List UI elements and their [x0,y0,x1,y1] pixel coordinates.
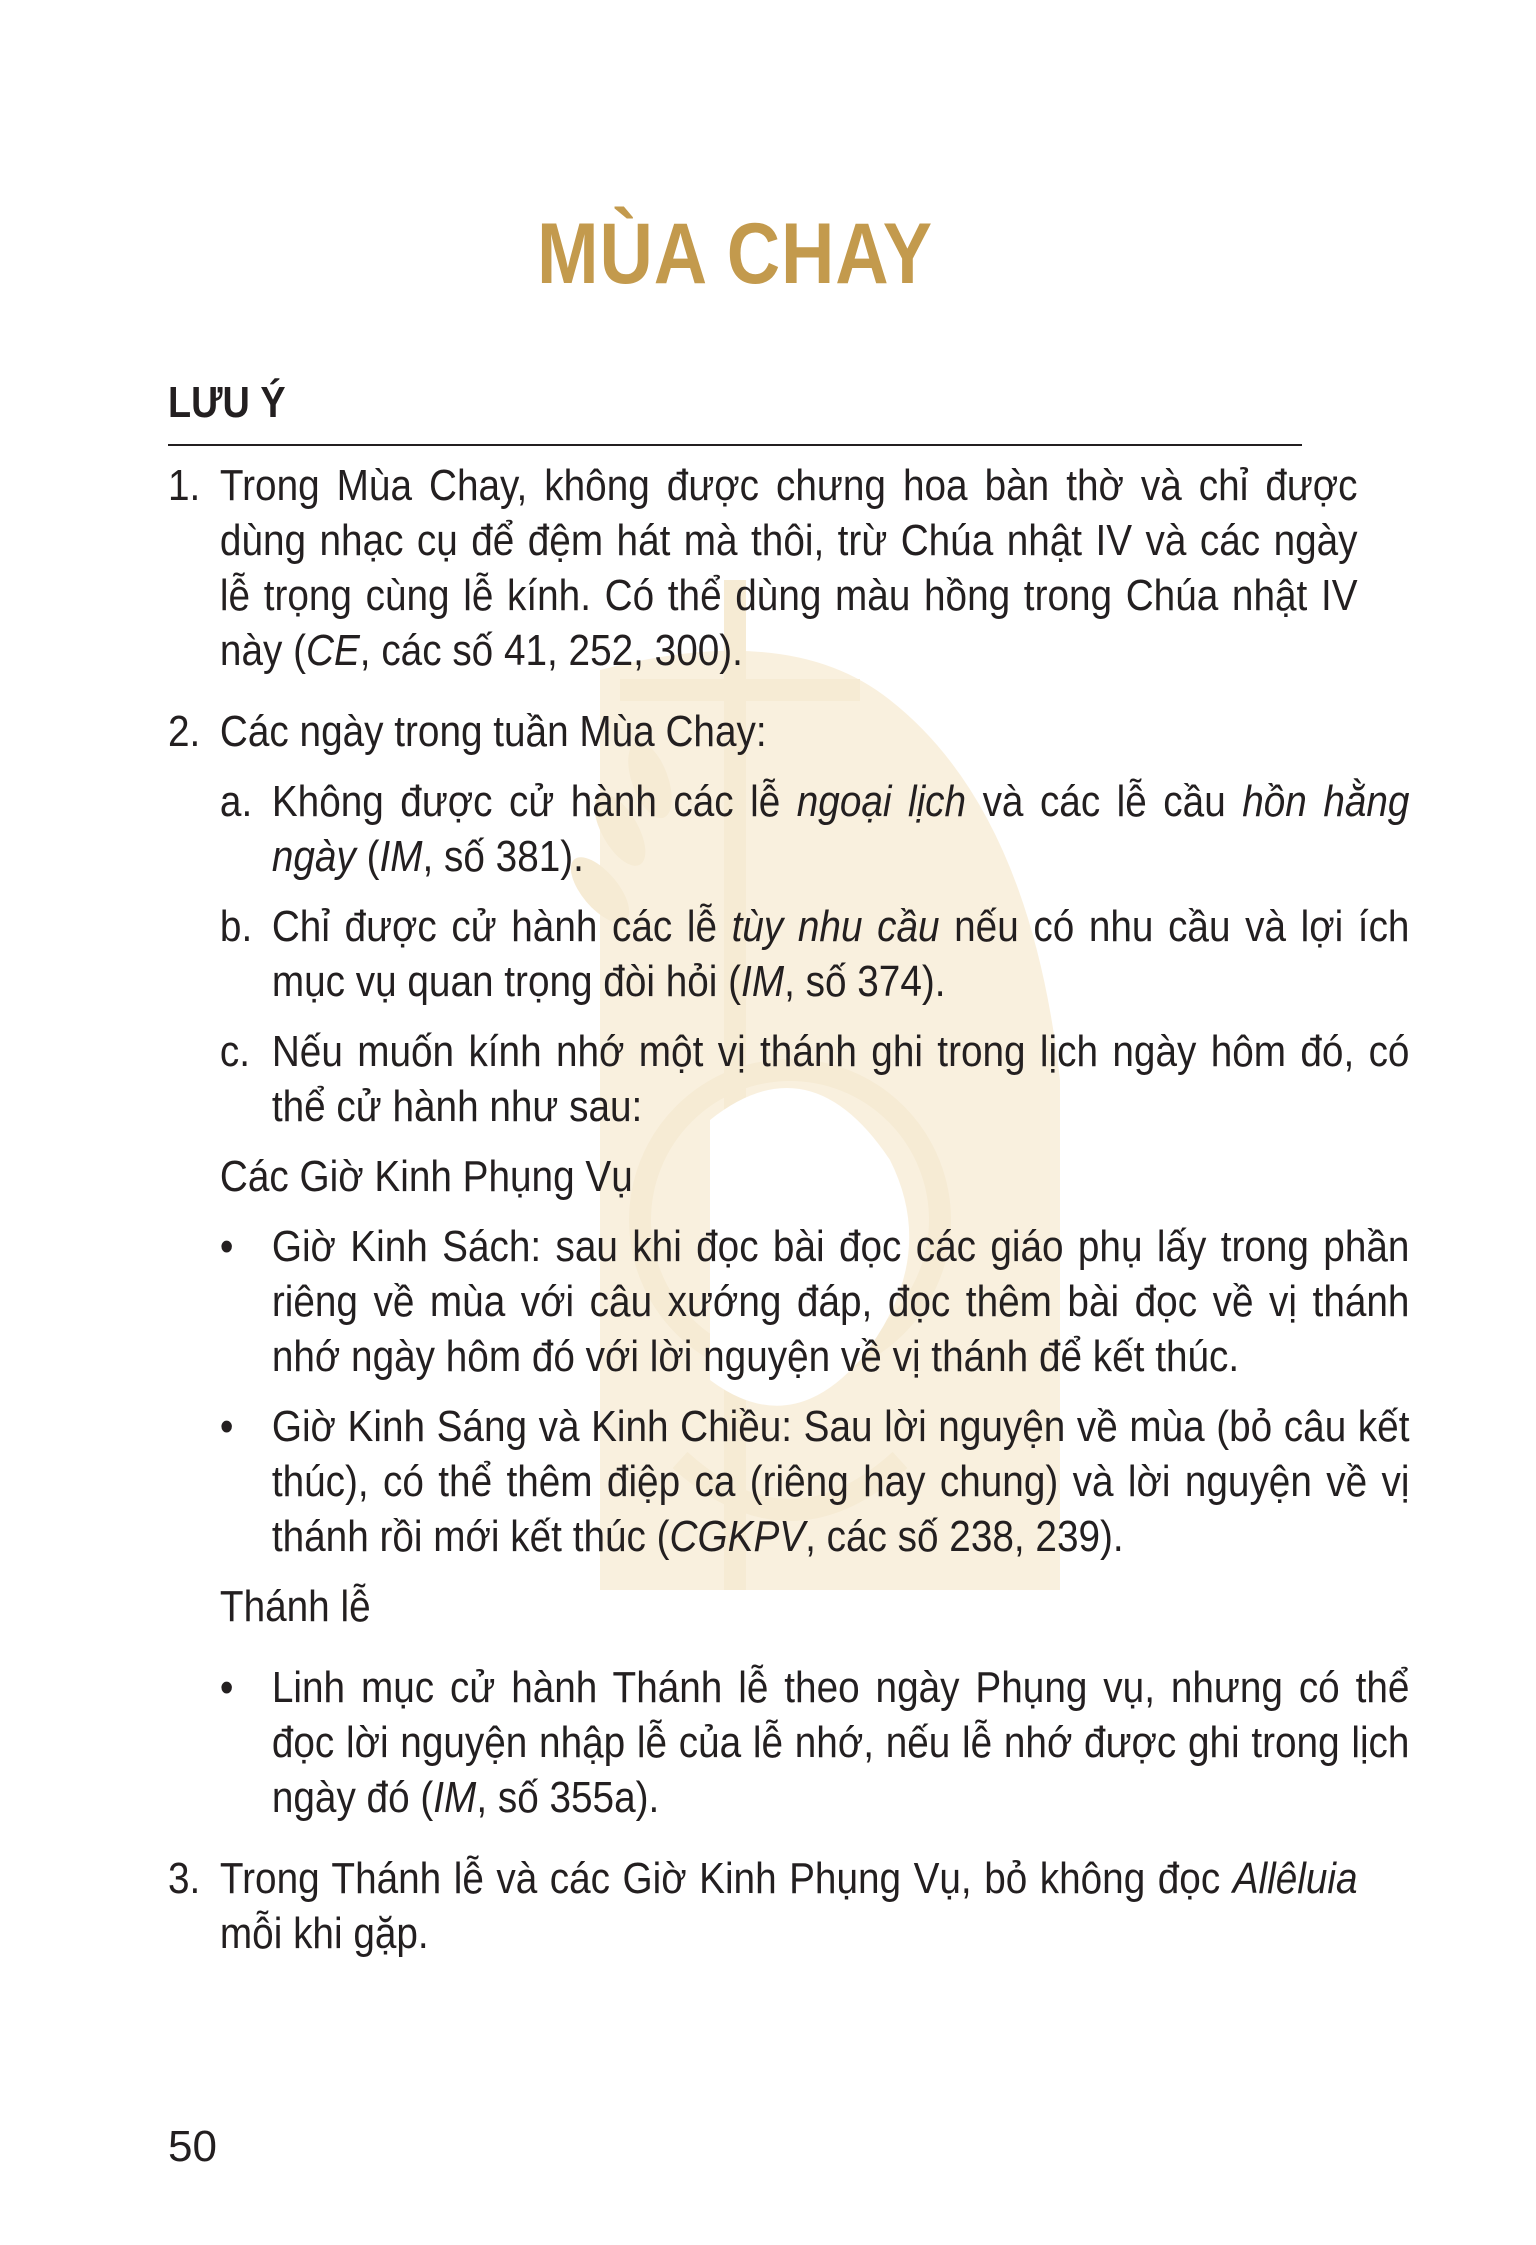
emphasis: Allêluia [1232,1854,1358,1903]
list-item-text: Nếu muốn kính nhớ một vị thánh ghi trong lịch ngày hôm đó, có thể cử hành như sau: [271,1027,1410,1131]
list-item-1 [168,458,1358,678]
list-item-3 [168,1851,1358,1961]
sub-item-a [168,774,1409,884]
text-run: , số 355a). [476,1773,660,1822]
page-title: MÙA CHAY [537,206,933,302]
list-item-text: Các ngày trong tuần Mùa Chay: [219,707,767,756]
list-marker: a. [219,777,253,826]
list-marker: 2. [168,707,201,756]
text-run: , số 374). [784,957,946,1006]
list-item-text [272,1660,1410,1825]
text-run: Không được cử hành các lễ [271,777,797,826]
citation-abbrev: CGKPV [669,1512,806,1561]
text-run: ( [355,832,380,881]
bullet-icon: • [219,1663,234,1712]
heading-divider [168,444,1302,446]
text-run: , các số 238, 239). [805,1512,1124,1561]
list-item-text [220,1851,1358,1961]
list-item-text [272,899,1410,1009]
list-item-text: Giờ Kinh Sách: sau khi đọc bài đọc các giáo phụ lấy trong phần riêng về mùa với câu xướng đáp, đọc thêm bài đọc về vị thánh nhớ ngày hôm đó với lời nguyện về vị thánh để kết thúc. [271,1222,1410,1381]
list-item-text [272,774,1410,884]
text-run: Trong Thánh lễ và các Giờ Kinh Phụng Vụ, bỏ không đọc [219,1854,1233,1903]
text-run: , số 381). [422,832,584,881]
text-run: Linh mục cử hành Thánh lễ theo ngày Phụng vụ, nhưng có thể đọc lời nguyện nhập lễ của lễ nhớ, nếu lễ nhớ được ghi trong lịch ngày đó ( [271,1663,1410,1822]
bullet-icon: • [219,1222,234,1271]
text-run: , các số 41, 252, 300). [359,626,743,675]
text-run: mỗi khi gặp. [219,1909,429,1958]
list-item-2 [168,704,1358,759]
citation-abbrev: IM [379,832,423,881]
bullet-item [168,1219,1409,1384]
list-item-text [272,1399,1410,1564]
list-marker: 1. [168,461,201,510]
list-marker: 3. [168,1854,201,1903]
emphasis: ngoại lịch [796,777,967,826]
text-run: Trong Mùa Chay, không được chưng hoa bàn thờ và chỉ được dùng nhạc cụ để đệm hát mà thôi, trừ Chúa nhật IV và các ngày lễ trọng cùng lễ kính. Có thể dùng màu hồng trong Chúa nhật IV này ( [219,461,1358,675]
text-run: nếu có nhu cầu và lợi ích mục vụ quan trọng đòi hỏi ( [271,902,1410,1006]
bullet-item [168,1660,1409,1825]
bullet-item [168,1399,1409,1564]
sub-item-c [168,1024,1409,1134]
text-run: Giờ Kinh Sáng và Kinh Chiều: Sau lời nguyện về mùa (bỏ câu kết thúc), có thể thêm điệp ca (riêng hay chung) và lời nguyện về vị thánh rồi mới kết thúc ( [271,1402,1410,1561]
list-marker: b. [219,902,253,951]
subsection-label-mass: Thánh lễ [219,1582,371,1631]
text-run: Chỉ được cử hành các lễ [271,902,732,951]
sub-item-b [168,899,1409,1009]
list-item-text [220,458,1358,678]
list-marker: c. [219,1027,251,1076]
page-number: 50 [168,2122,217,2171]
citation-abbrev: CE [306,626,360,675]
subsection-label-office: Các Giờ Kinh Phụng Vụ [219,1152,633,1201]
citation-abbrev: IM [433,1773,477,1822]
emphasis: hồn hằng ngày [271,777,1410,881]
notes-body [168,458,1410,1961]
emphasis: tùy nhu cầu [731,902,940,951]
section-heading: LƯU Ý [168,378,286,427]
citation-abbrev: IM [741,957,785,1006]
text-run: và các lễ cầu [966,777,1243,826]
bullet-icon: • [219,1402,234,1451]
